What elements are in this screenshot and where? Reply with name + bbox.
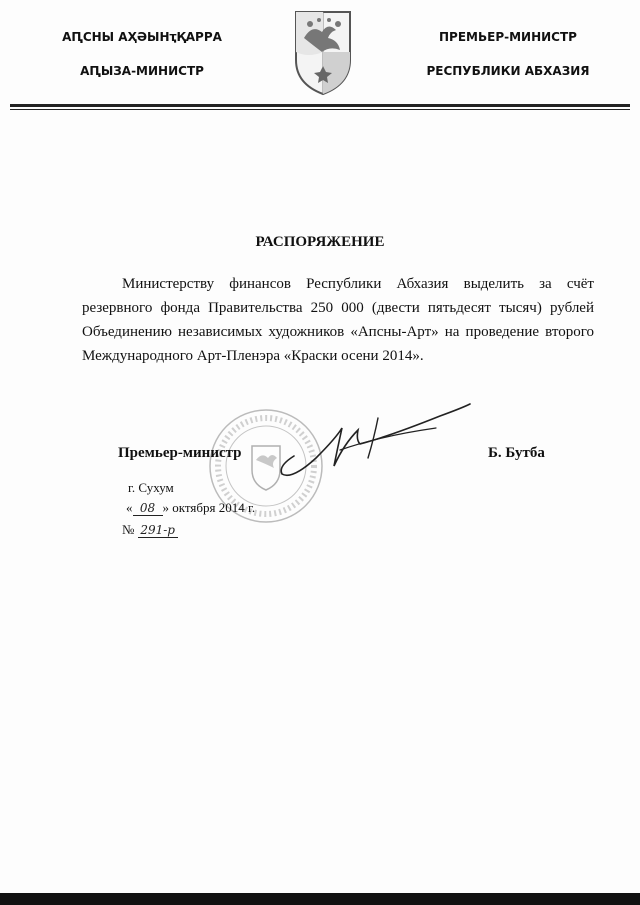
number-handwritten: 291-р (138, 523, 178, 538)
signatory-position: Премьер-министр (118, 445, 242, 461)
handwritten-signature-icon (250, 400, 480, 480)
date-open-quote: « (126, 500, 133, 515)
header-left-line1: АԤСНЫ АҲӘЫНҭҚАРРА (62, 30, 222, 44)
date-day-handwritten: 08 (133, 501, 163, 516)
document-body: Министерству финансов Республики Абхазия выделить за счёт резервного фонда Правительства 250 000 (двести пятьдесят тысяч) рублей Объединению независимых художников «Апсны-Арт» на проведение второго Международного Арт-Пленэра «Краски осени 2014». (82, 276, 594, 364)
signatory-name: Б. Бутба (488, 445, 545, 461)
number-sign: № (122, 522, 135, 537)
header-divider-thick (10, 104, 630, 107)
date-month-year: » октября 2014 г. (162, 500, 256, 515)
document-title: РАСПОРЯЖЕНИЕ (255, 234, 385, 250)
document-number (122, 522, 178, 538)
header-right-line2: РЕСПУБЛИКИ АБХАЗИЯ (426, 64, 590, 78)
header-left-line2: АԤЫЗА-МИНИСТР (80, 64, 204, 78)
document-date (126, 500, 255, 516)
document-city: г. Сухум (128, 480, 174, 495)
abkhazia-coat-of-arms-icon (292, 8, 354, 96)
header-divider-thin (10, 109, 630, 110)
header-right-line1: ПРЕМЬЕР-МИНИСТР (439, 30, 577, 44)
scan-bottom-edge (0, 893, 640, 905)
